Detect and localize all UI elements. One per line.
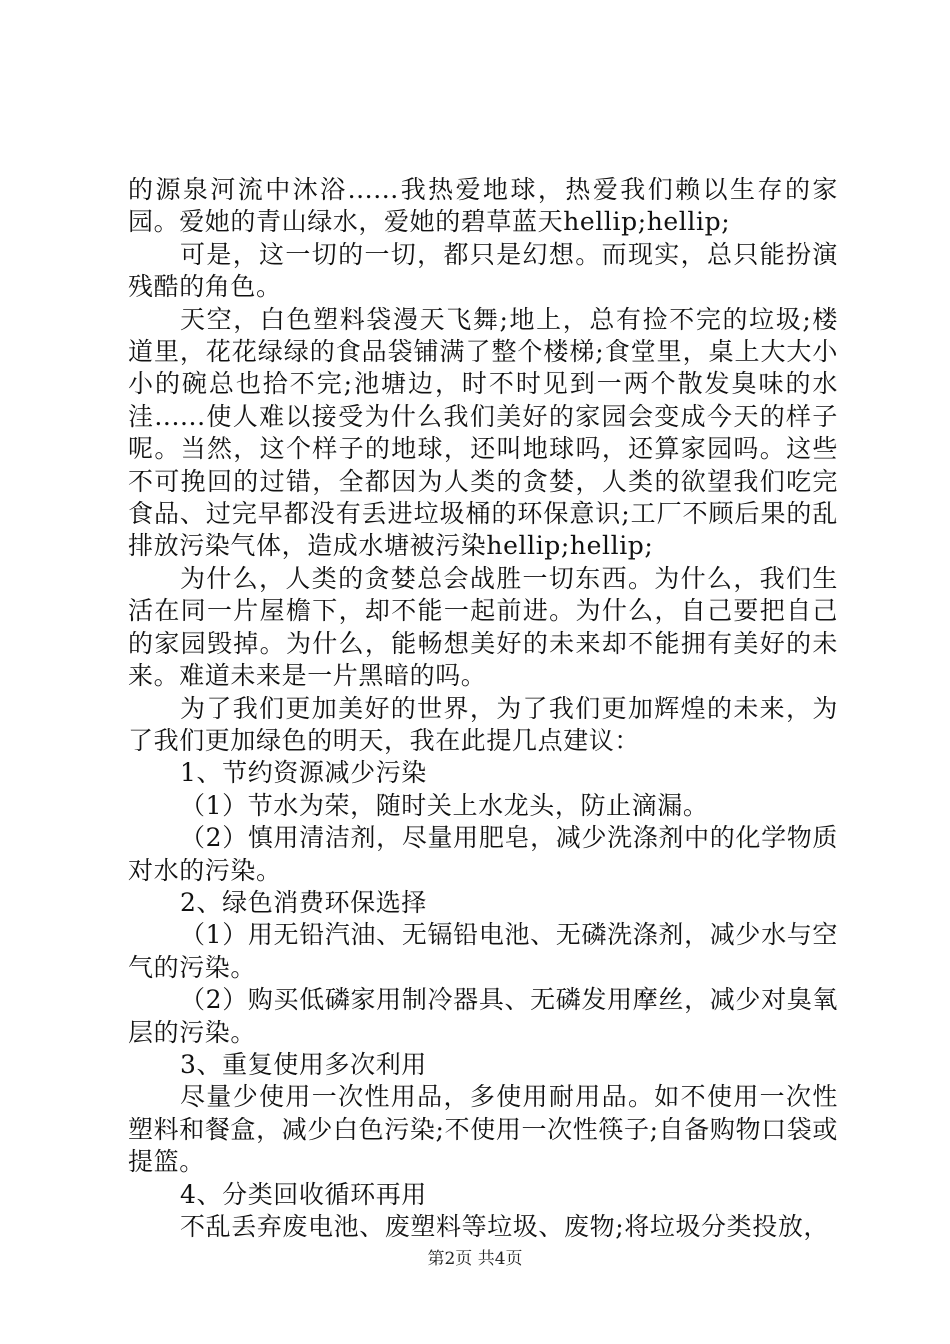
paragraph-suggestions-intro: 为了我们更加美好的世界，为了我们更加辉煌的未来，为了我们更加绿色的明天，我在此提几点建议： <box>128 693 838 755</box>
item-unleaded: （1）用无铅汽油、无镉铅电池、无磷洗涤剂，减少水与空气的污染。 <box>128 920 838 982</box>
heading-recycle: 4、分类回收循环再用 <box>180 1179 427 1209</box>
heading-green-consumption: 2、绿色消费环保选择 <box>180 887 427 917</box>
paragraph-pollution: 天空，白色塑料袋漫天飞舞;地上，总有捡不完的垃圾;楼道里，花花绿绿的食品袋铺满了整个楼梯;食堂里，桌上大大小小的碗总也拾不完;池塘边，时不时见到一两个散发臭味的水洼......使人难以接受为什么我们美好的家园会变成今天的样子呢。当然，这个样子的地球，还叫地球吗，还算家园吗。这些不可挽回的过错，全都因为人类的贪婪，人类的欲望我们吃完食品、过完早都没有丢进垃圾桶的环保意识;工厂不顾后果的乱排放污染气体，造成水塘被污染hellip;hellip; <box>128 304 838 561</box>
paragraph-fantasy: 可是，这一切的一切，都只是幻想。而现实，总只能扮演残酷的角色。 <box>128 239 838 302</box>
heading-reuse: 3、重复使用多次利用 <box>180 1049 427 1079</box>
item-save-water: （1）节水为荣，随时关上水龙头，防止滴漏。 <box>180 790 709 820</box>
item-low-freon: （2）购买低磷家用制冷器具、无磷发用摩丝，减少对臭氧层的污染。 <box>128 985 838 1047</box>
paragraph-why: 为什么，人类的贪婪总会战胜一切东西。为什么，我们生活在同一片屋檐下，却不能一起前进。为什么，自己要把自己的家园毁掉。为什么，能畅想美好的未来却不能拥有美好的未来。难道未来是一片黑暗的吗。 <box>128 563 838 691</box>
document-body <box>128 174 838 1243</box>
page-number-footer: 第2页 共4页 <box>427 1249 523 1269</box>
paragraph-continuation: 的源泉河流中沐浴......我热爱地球，热爱我们赖以生存的家园。爱她的青山绿水，爱她的碧草蓝天hellip;hellip; <box>128 175 838 237</box>
paragraph-recycle: 不乱丢弃废电池、废塑料等垃圾、废物;将垃圾分类投放， <box>180 1212 830 1241</box>
heading-save-resources: 1、节约资源减少污染 <box>180 758 427 788</box>
item-cleaning-agents: （2）慎用清洁剂，尽量用肥皂，减少洗涤剂中的化学物质对水的污染。 <box>128 823 838 885</box>
paragraph-reuse: 尽量少使用一次性用品，多使用耐用品。如不使用一次性塑料和餐盒，减少白色污染;不使用一次性筷子;自备购物口袋或提篮。 <box>128 1082 838 1177</box>
